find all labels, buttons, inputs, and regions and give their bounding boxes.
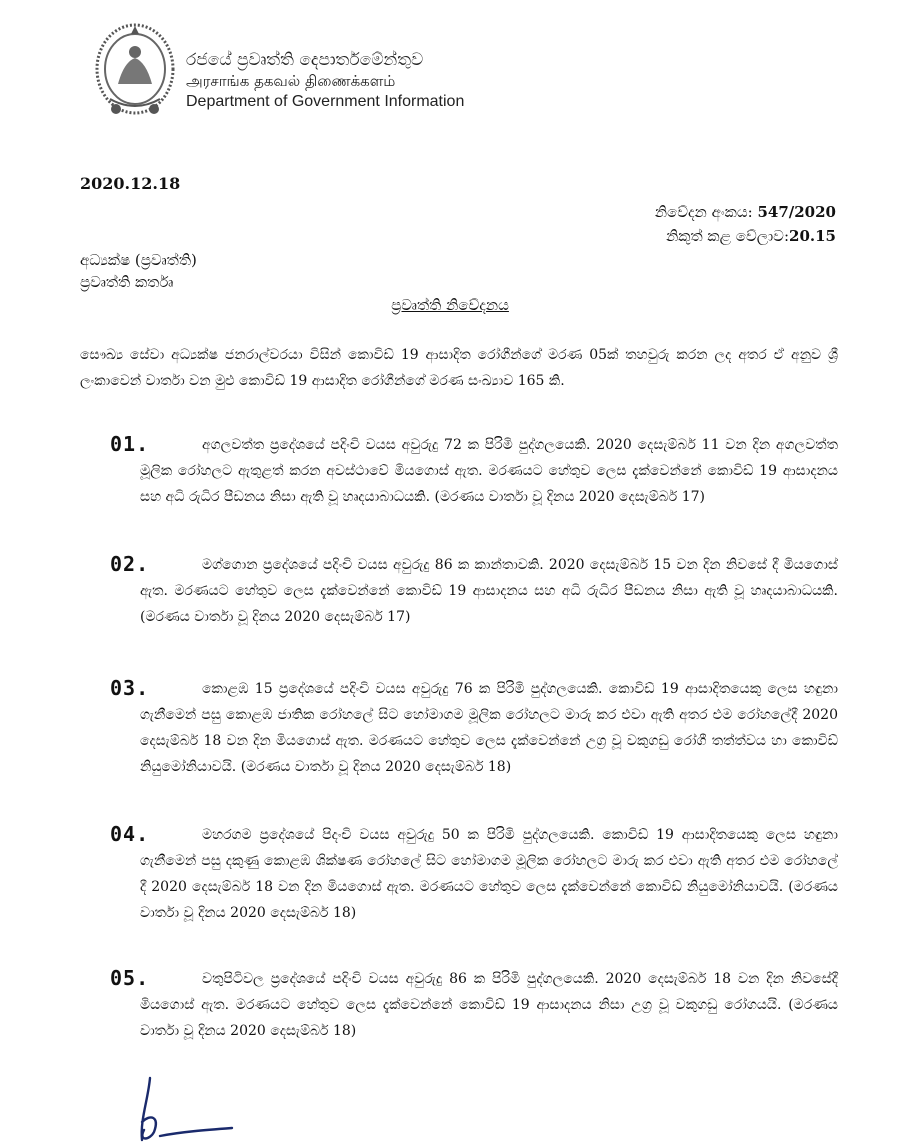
dept-name-tamil: அரசாங்க தகவல் திணைக்களம் (186, 72, 396, 90)
item-text: මහරගම ප්‍රදේශයේ පිදංචි වයස අවුරුදු 50 ක පිරිමි පුද්ගලයෙකි. කොවිඩ් 19 ආසාදිතයෙකු ලෙස හඳුනා ගැනීමෙන් පසු දකුණු කොළඹ ශික්ෂණ රෝහලේ සිට හෝමාගම මූලික රෝහලට මාරු කර එවා ඇති අතර එම රෝහලේ දී 2020 දෙසැම්බර් 18 වන දින මියගොස් ඇත. මරණයට හේතුව ලෙස දැක්වෙන්නේ කොවිඩ් නියුමෝනියාවයි. (මරණය වාර්තා වූ දිනය 2020 දෙසැම්බර් 18) (140, 827, 838, 921)
sri-lanka-emblem (88, 14, 182, 124)
death-item-3 (110, 676, 838, 780)
death-item-1 (110, 432, 838, 510)
death-item-5 (110, 966, 838, 1044)
item-number: 01. (110, 432, 150, 456)
signature (120, 1070, 240, 1146)
item-text: වතුපිටිවල ප්‍රදේශයේ පදිංචි වයස අවුරුදු 86 ක පිරිමි පුද්ගලයෙකි. 2020 දෙසැම්බර් 18 වන දින නිවසේදී මියගොස් ඇත. මරණයට හේතුව ලෙස දැක්වෙන්නේ කොවිඩ් 19 ආසාදනය නිසා උග්‍ර වූ වකුගඩු රෝගයයි. (මරණය වාර්තා වූ දිනය 2020 දෙසැම්බර් 18) (140, 971, 838, 1039)
reference-number-line (655, 200, 836, 224)
dept-name-sinhala: රජයේ ප්‍රවෘත්ති දෙපාර්තමේන්තුව (186, 50, 424, 70)
item-number: 05. (110, 966, 150, 990)
recipient-2: ප්‍රවෘත්ති කර්තෘ (80, 273, 174, 291)
item-text: මග්ගොන ප්‍රදේශයේ පදිංචි වයස අවුරුදු 86 ක කාන්තාවකි. 2020 දෙසැම්බර් 15 වන දින නිවසේ දී මියගොස් ඇත. මරණයට හේතුව ලෙස දැක්වෙන්නේ කොවිඩ් 19 ආසාදනය සහ අධි රුධිර පීඩනය නිසා ඇති වූ හෘදයාබාධයකි. (මරණය වාර්තා වූ දිනය 2020 දෙසැම්බර් 17) (140, 557, 838, 625)
reference-number-label: නිවේදන අංකය: (654, 203, 753, 221)
issued-time-line (655, 224, 836, 248)
death-item-2 (110, 552, 838, 630)
item-number: 04. (110, 822, 150, 846)
issued-time: 20.15 (789, 227, 836, 245)
item-text: කොළඹ 15 ප්‍රදේශයේ පදිංචි වයස අවුරුදු 76 ක පිරිමි පුද්ගලයෙකි. කොවිඩ් 19 ආසාදිතයෙකු ලෙස හඳුනා ගැනීමෙන් පසු කොළඹ ජාතික රෝහලේ සිට හෝමාගම මූලික රෝහලට මාරු කර එවා ඇති අතර එම රෝහලේදී 2020 දෙසැම්බර් 18 වන දින මියගොස් ඇත. මරණයට හේතුව ලෙස දැක්වෙන්නේ උග්‍ර වූ වකුගඩු රෝගී තත්ත්වය හා කොවිඩ් නියුමෝනියාවයි. (මරණය වාර්තා වූ දිනය 2020 දෙසැම්බර් 18) (140, 681, 838, 775)
reference-number: 547/2020 (757, 203, 836, 221)
reference-block (655, 200, 836, 248)
intro-paragraph: සෞඛ්‍ය සේවා අධ්‍යක්ෂ ජනරාල්වරයා විසින් කොවිඩ් 19 ආසාදිත රෝගීන්ගේ මරණ 05ක් තහවුරු කරන ලද අතර ඒ අනුව ශ්‍රී ලංකාවෙන් වාර්තා වන මුළු කොවිඩ් 19 ආසාදිත රෝගීන්ගේ මරණ සංඛ්‍යාව 165 කි. (80, 347, 838, 389)
department-name (186, 50, 506, 112)
issued-time-label: නිකුත් කළ වේලාව: (666, 227, 790, 245)
dept-name-english: Department of Government Information (186, 93, 465, 110)
release-date: 2020.12.18 (80, 174, 181, 193)
document-heading: ප්‍රවෘත්ති නිවේදනය (391, 296, 509, 314)
death-item-4 (110, 822, 838, 926)
recipients (80, 249, 197, 293)
recipient-1: අධ්‍යක්ෂ (ප්‍රවෘත්ති) (80, 251, 197, 269)
item-number: 03. (110, 676, 150, 700)
item-number: 02. (110, 552, 150, 576)
item-text: අගලවත්ත ප්‍රදේශයේ පදිංචි වයස අවුරුදු 72 ක පිරිමි පුද්ගලයෙකි. 2020 දෙසැම්බර් 11 වන දින අගලවත්ත මූලික රෝහලට ඇතුළත් කරන අවස්ථාවේ මියගොස් ඇත. මරණයට හේතුව ලෙස දැක්වෙන්නේ කොවිඩ් 19 ආසාදනය සහ අධි රුධිර පීඩනය නිසා ඇති වූ හෘදයාබාධයකි. (මරණය වාර්තා වූ දිනය 2020 දෙසැම්බර් 17) (140, 437, 838, 505)
